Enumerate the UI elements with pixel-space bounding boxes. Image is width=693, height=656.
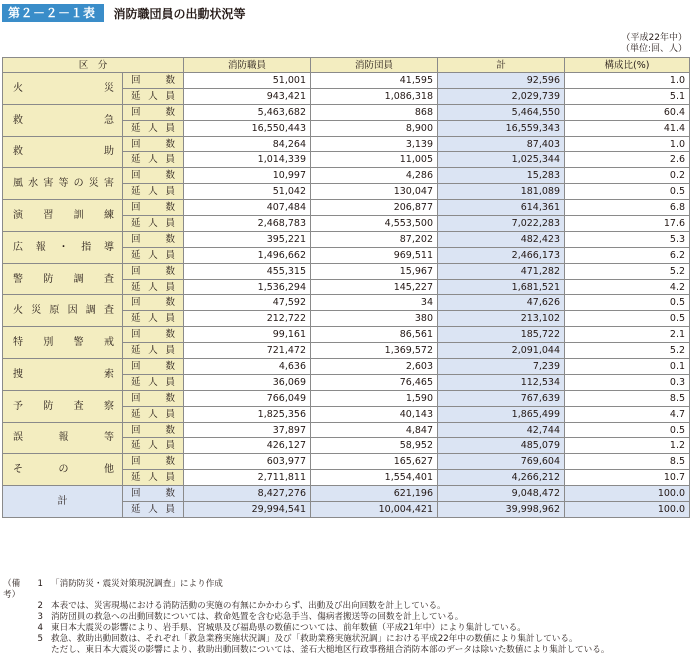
sub-label-count xyxy=(123,200,184,216)
category-label xyxy=(3,263,123,295)
cell-fire-staff: 395,221 xyxy=(184,231,311,247)
sub-label-persons xyxy=(123,88,184,104)
cell-ratio: 0.5 xyxy=(565,422,690,438)
cell-ratio: 4.7 xyxy=(565,406,690,422)
cell-fire-staff: 29,994,541 xyxy=(184,502,311,518)
cell-volunteer: 34 xyxy=(311,295,438,311)
cell-total: 213,102 xyxy=(438,311,565,327)
cell-fire-staff: 84,264 xyxy=(184,136,311,152)
sub-label-count xyxy=(123,231,184,247)
spread-label: 回 数 xyxy=(131,170,176,182)
cell-fire-staff: 99,161 xyxy=(184,327,311,343)
category-label xyxy=(3,231,123,263)
cell-volunteer: 4,286 xyxy=(311,168,438,184)
note-text: 本表では、災害現場における消防活動の実施の有無にかかわらず、出動及び出向回数を計上している。 xyxy=(51,601,446,611)
note-item xyxy=(3,601,691,612)
cell-ratio: 6.8 xyxy=(565,200,690,216)
cell-ratio: 0.5 xyxy=(565,184,690,200)
cell-volunteer: 8,900 xyxy=(311,120,438,136)
spread-label: 回 数 xyxy=(131,106,176,118)
sub-label-count xyxy=(123,295,184,311)
cell-fire-staff: 1,825,356 xyxy=(184,406,311,422)
category-label xyxy=(3,136,123,168)
col-header-fire-staff: 消防職員 xyxy=(184,58,311,73)
cell-ratio: 41.4 xyxy=(565,120,690,136)
cell-fire-staff: 1,496,662 xyxy=(184,247,311,263)
cell-volunteer: 1,554,401 xyxy=(311,470,438,486)
col-header-ratio: 構成比(%) xyxy=(565,58,690,73)
cell-fire-staff: 5,463,682 xyxy=(184,104,311,120)
year-note: （平成22年中） xyxy=(621,33,687,43)
spread-label: 回 数 xyxy=(131,233,176,245)
cell-ratio: 100.0 xyxy=(565,486,690,502)
col-header-volunteer: 消防団員 xyxy=(311,58,438,73)
table-number-badge: 第２－２－１表 xyxy=(2,4,104,22)
spread-label: 広 報 ・ 指 導 xyxy=(13,241,114,253)
spread-label: 回 数 xyxy=(131,265,176,277)
cell-ratio: 17.6 xyxy=(565,216,690,232)
cell-total: 4,266,212 xyxy=(438,470,565,486)
cell-fire-staff: 16,550,443 xyxy=(184,120,311,136)
cell-volunteer: 76,465 xyxy=(311,374,438,390)
cell-total: 2,091,044 xyxy=(438,343,565,359)
cell-total: 1,681,521 xyxy=(438,279,565,295)
sub-label-count xyxy=(123,390,184,406)
sub-label-count xyxy=(123,136,184,152)
spread-label: 延 人 員 xyxy=(131,154,176,166)
sub-label-count xyxy=(123,327,184,343)
spread-label: 延 人 員 xyxy=(131,345,176,357)
cell-volunteer: 87,202 xyxy=(311,231,438,247)
cell-fire-staff: 426,127 xyxy=(184,438,311,454)
spread-label: 回 数 xyxy=(131,202,176,214)
cell-volunteer: 3,139 xyxy=(311,136,438,152)
sub-label-persons xyxy=(123,216,184,232)
sub-label-persons xyxy=(123,279,184,295)
cell-fire-staff: 455,315 xyxy=(184,263,311,279)
note-number: 2 xyxy=(37,601,43,611)
cell-fire-staff: 2,711,811 xyxy=(184,470,311,486)
sub-label-count xyxy=(123,73,184,89)
cell-volunteer: 868 xyxy=(311,104,438,120)
note-prefix xyxy=(3,623,33,634)
cell-total: 2,466,173 xyxy=(438,247,565,263)
spread-label: 延 人 員 xyxy=(131,472,176,484)
cell-fire-staff: 2,468,783 xyxy=(184,216,311,232)
table-row xyxy=(3,486,690,502)
cell-ratio: 0.5 xyxy=(565,295,690,311)
cell-fire-staff: 8,427,276 xyxy=(184,486,311,502)
cell-volunteer: 4,553,500 xyxy=(311,216,438,232)
note-text: ただし、東日本大震災の影響により、救助出動回数については、釜石大槌地区行政事務組合消防本部のデータは除いた数値により集計している。 xyxy=(51,645,610,655)
cell-ratio: 0.3 xyxy=(565,374,690,390)
cell-ratio: 10.7 xyxy=(565,470,690,486)
spread-label: 火 災 原 因 調 査 xyxy=(13,305,114,317)
cell-ratio: 60.4 xyxy=(565,104,690,120)
note-text: 消防団員の救急への出動回数については、救命処置を含む応急手当、傷病者搬送等の回数を計上している。 xyxy=(51,612,464,622)
spread-label: 回 数 xyxy=(131,424,176,436)
table-row xyxy=(3,263,690,279)
notes-list xyxy=(3,579,691,656)
spread-label: 救 急 xyxy=(13,114,114,126)
cell-volunteer: 41,595 xyxy=(311,73,438,89)
sub-label-count xyxy=(123,168,184,184)
table-row xyxy=(3,454,690,470)
cell-total: 1,025,344 xyxy=(438,152,565,168)
cell-ratio: 5.2 xyxy=(565,343,690,359)
spread-label: 救 助 xyxy=(13,146,114,158)
note-number: 4 xyxy=(37,623,43,633)
category-label xyxy=(3,73,123,105)
cell-ratio: 0.5 xyxy=(565,311,690,327)
cell-total: 7,239 xyxy=(438,359,565,375)
spread-label: 延 人 員 xyxy=(131,408,176,420)
note-prefix xyxy=(3,634,33,645)
table-row xyxy=(3,136,690,152)
cell-volunteer: 130,047 xyxy=(311,184,438,200)
cell-total: 2,029,739 xyxy=(438,88,565,104)
cell-volunteer: 1,590 xyxy=(311,390,438,406)
cell-fire-staff: 212,722 xyxy=(184,311,311,327)
cell-ratio: 5.2 xyxy=(565,263,690,279)
spread-label: 火 災 xyxy=(13,82,114,94)
cell-total: 87,403 xyxy=(438,136,565,152)
sub-label-count xyxy=(123,454,184,470)
cell-fire-staff: 766,049 xyxy=(184,390,311,406)
spread-label: 回 数 xyxy=(131,329,176,341)
spread-label: 誤 報 等 xyxy=(13,432,114,444)
cell-volunteer: 2,603 xyxy=(311,359,438,375)
note-number: 5 xyxy=(37,634,43,644)
spread-label: 延 人 員 xyxy=(131,503,176,515)
spread-label: 延 人 員 xyxy=(131,122,176,134)
total-label: 計 xyxy=(3,486,123,518)
spread-label: 延 人 員 xyxy=(131,376,176,388)
category-label xyxy=(3,359,123,391)
category-label xyxy=(3,422,123,454)
category-label xyxy=(3,168,123,200)
cell-ratio: 8.5 xyxy=(565,454,690,470)
cell-volunteer: 15,967 xyxy=(311,263,438,279)
spread-label: 回 数 xyxy=(131,138,176,150)
spread-label: 特 別 警 戒 xyxy=(13,337,114,349)
cell-fire-staff: 10,997 xyxy=(184,168,311,184)
spread-label: 警 防 調 査 xyxy=(13,273,114,285)
cell-total: 471,282 xyxy=(438,263,565,279)
cell-volunteer: 40,143 xyxy=(311,406,438,422)
cell-total: 42,744 xyxy=(438,422,565,438)
note-prefix xyxy=(3,612,33,623)
cell-fire-staff: 36,069 xyxy=(184,374,311,390)
sub-label-persons xyxy=(123,247,184,263)
spread-label: 延 人 員 xyxy=(131,281,176,293)
cell-fire-staff: 721,472 xyxy=(184,343,311,359)
table-body xyxy=(3,73,690,518)
table-row xyxy=(3,200,690,216)
cell-ratio: 0.2 xyxy=(565,168,690,184)
cell-total: 112,534 xyxy=(438,374,565,390)
note-text: 「消防防災・震災対策現況調査」により作成 xyxy=(51,579,223,589)
cell-volunteer: 4,847 xyxy=(311,422,438,438)
cell-total: 16,559,343 xyxy=(438,120,565,136)
spread-label: 延 人 員 xyxy=(131,90,176,102)
spread-label: 回 数 xyxy=(131,297,176,309)
cell-total: 614,361 xyxy=(438,200,565,216)
cell-total: 185,722 xyxy=(438,327,565,343)
spread-label: 風 水 害 等 の 災 害 xyxy=(13,178,114,190)
note-number: 1 xyxy=(37,579,43,589)
category-label xyxy=(3,327,123,359)
cell-total: 482,423 xyxy=(438,231,565,247)
note-item xyxy=(3,623,691,634)
cell-volunteer: 969,511 xyxy=(311,247,438,263)
cell-total: 767,639 xyxy=(438,390,565,406)
table-row xyxy=(3,359,690,375)
cell-ratio: 100.0 xyxy=(565,502,690,518)
cell-total: 47,626 xyxy=(438,295,565,311)
sub-label-persons xyxy=(123,406,184,422)
cell-ratio: 5.1 xyxy=(565,88,690,104)
table-row xyxy=(3,231,690,247)
spread-label: そ の 他 xyxy=(13,464,114,476)
cell-total: 5,464,550 xyxy=(438,104,565,120)
table-row xyxy=(3,168,690,184)
cell-volunteer: 206,877 xyxy=(311,200,438,216)
cell-total: 9,048,472 xyxy=(438,486,565,502)
col-header-total: 計 xyxy=(438,58,565,73)
cell-volunteer: 380 xyxy=(311,311,438,327)
table-row xyxy=(3,422,690,438)
cell-fire-staff: 407,484 xyxy=(184,200,311,216)
cell-volunteer: 1,086,318 xyxy=(311,88,438,104)
note-item xyxy=(3,612,691,623)
col-header-category: 区 分 xyxy=(3,58,184,73)
note-number: 3 xyxy=(37,612,43,622)
sub-label-count xyxy=(123,263,184,279)
spread-label: 延 人 員 xyxy=(131,249,176,261)
spread-label: 演 習 訓 練 xyxy=(13,210,114,222)
category-label xyxy=(3,390,123,422)
spread-label: 回 数 xyxy=(131,74,176,86)
cell-fire-staff: 47,592 xyxy=(184,295,311,311)
table-row xyxy=(3,295,690,311)
note-prefix: （備考） xyxy=(3,579,21,600)
table-row xyxy=(3,73,690,89)
cell-fire-staff: 4,636 xyxy=(184,359,311,375)
cell-volunteer: 11,005 xyxy=(311,152,438,168)
sub-label-persons xyxy=(123,502,184,518)
spread-label: 捜 索 xyxy=(13,368,114,380)
sub-label-persons xyxy=(123,120,184,136)
cell-total: 15,283 xyxy=(438,168,565,184)
spread-label: 回 数 xyxy=(131,488,176,500)
category-label xyxy=(3,104,123,136)
table-header xyxy=(2,3,246,23)
sub-label-persons xyxy=(123,438,184,454)
note-item xyxy=(3,579,691,601)
cell-fire-staff: 943,421 xyxy=(184,88,311,104)
cell-ratio: 1.0 xyxy=(565,136,690,152)
dispatch-table xyxy=(2,57,690,518)
cell-ratio: 1.2 xyxy=(565,438,690,454)
spread-label: 延 人 員 xyxy=(131,217,176,229)
unit-label: （単位:回、人） xyxy=(620,44,687,54)
spread-label: 延 人 員 xyxy=(131,440,176,452)
cell-total: 39,998,962 xyxy=(438,502,565,518)
cell-total: 485,079 xyxy=(438,438,565,454)
cell-fire-staff: 1,536,294 xyxy=(184,279,311,295)
cell-ratio: 1.0 xyxy=(565,73,690,89)
cell-ratio: 8.5 xyxy=(565,390,690,406)
spread-label: 予 防 査 察 xyxy=(13,400,114,412)
cell-volunteer: 165,627 xyxy=(311,454,438,470)
category-label xyxy=(3,295,123,327)
note-prefix xyxy=(3,601,33,612)
cell-total: 181,089 xyxy=(438,184,565,200)
cell-total: 7,022,283 xyxy=(438,216,565,232)
spread-label: 延 人 員 xyxy=(131,313,176,325)
sub-label-persons xyxy=(123,311,184,327)
notes xyxy=(3,579,691,656)
cell-ratio: 2.1 xyxy=(565,327,690,343)
unit-note xyxy=(621,33,687,55)
sub-label-count xyxy=(123,104,184,120)
sub-label-persons xyxy=(123,470,184,486)
cell-volunteer: 58,952 xyxy=(311,438,438,454)
note-item xyxy=(3,634,691,645)
table-row xyxy=(3,327,690,343)
sub-label-persons xyxy=(123,152,184,168)
header-row xyxy=(3,58,690,73)
spread-label: 回 数 xyxy=(131,456,176,468)
sub-label-count xyxy=(123,422,184,438)
category-label xyxy=(3,454,123,486)
sub-label-persons xyxy=(123,184,184,200)
cell-fire-staff: 603,977 xyxy=(184,454,311,470)
spread-label: 延 人 員 xyxy=(131,186,176,198)
cell-volunteer: 86,561 xyxy=(311,327,438,343)
sub-label-persons xyxy=(123,343,184,359)
cell-volunteer: 1,369,572 xyxy=(311,343,438,359)
cell-total: 769,604 xyxy=(438,454,565,470)
spread-label: 回 数 xyxy=(131,392,176,404)
cell-volunteer: 10,004,421 xyxy=(311,502,438,518)
cell-fire-staff: 51,001 xyxy=(184,73,311,89)
cell-total: 92,596 xyxy=(438,73,565,89)
table-row xyxy=(3,104,690,120)
note-text: 救急、救助出動回数は、それぞれ「救急業務実施状況調」及び「救助業務実施状況調」における平成22年中の数値により集計している。 xyxy=(51,634,578,644)
cell-ratio: 5.3 xyxy=(565,231,690,247)
cell-fire-staff: 1,014,339 xyxy=(184,152,311,168)
cell-total: 1,865,499 xyxy=(438,406,565,422)
table-row xyxy=(3,390,690,406)
cell-fire-staff: 51,042 xyxy=(184,184,311,200)
sub-label-count xyxy=(123,486,184,502)
cell-ratio: 0.1 xyxy=(565,359,690,375)
cell-ratio: 6.2 xyxy=(565,247,690,263)
spread-label: 回 数 xyxy=(131,360,176,372)
table-title: 消防職団員の出動状況等 xyxy=(113,6,246,21)
sub-label-persons xyxy=(123,374,184,390)
cell-volunteer: 145,227 xyxy=(311,279,438,295)
cell-volunteer: 621,196 xyxy=(311,486,438,502)
cell-fire-staff: 37,897 xyxy=(184,422,311,438)
note-text: 東日本大震災の影響により、岩手県、宮城県及び福島県の数値については、前年数値（平成21年中）により集計している。 xyxy=(51,623,526,633)
category-label xyxy=(3,200,123,232)
sub-label-count xyxy=(123,359,184,375)
cell-ratio: 2.6 xyxy=(565,152,690,168)
cell-ratio: 4.2 xyxy=(565,279,690,295)
